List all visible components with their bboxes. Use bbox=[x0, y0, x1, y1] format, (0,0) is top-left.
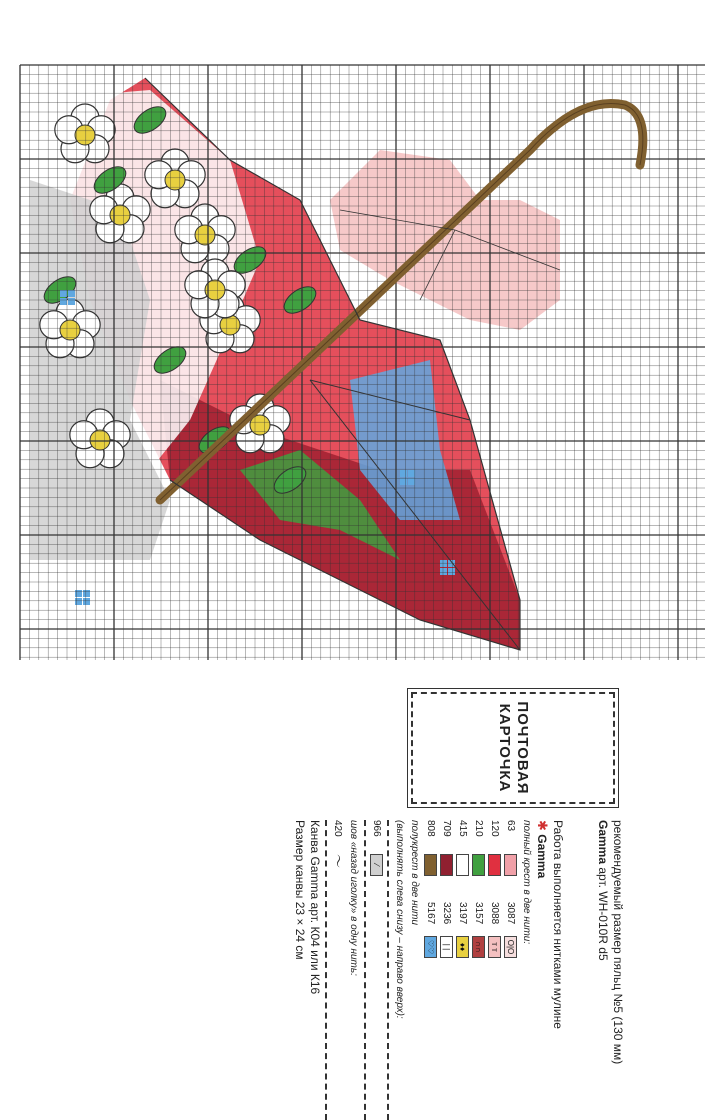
article-prefix: Gamma bbox=[596, 820, 610, 865]
full-cross-keys bbox=[423, 820, 518, 1120]
thread-code: 63 bbox=[505, 820, 516, 832]
postcard-stamp bbox=[411, 692, 615, 804]
thread-code: 210 bbox=[473, 820, 484, 837]
thread-code: 3157 bbox=[473, 902, 484, 925]
backstitch-keys bbox=[330, 820, 345, 1120]
thread-code: 415 bbox=[457, 820, 468, 837]
thread-swatch: О|О bbox=[504, 936, 517, 958]
divider bbox=[364, 820, 366, 1120]
thread-swatch bbox=[488, 854, 501, 876]
thread-swatch: | | bbox=[440, 936, 453, 958]
blue-stitch bbox=[75, 598, 82, 605]
flower-center bbox=[195, 225, 215, 245]
thread-swatch bbox=[504, 854, 517, 876]
backstitch-icon: 〜 bbox=[330, 854, 346, 868]
thread-key-row bbox=[487, 820, 502, 1120]
flower-center bbox=[60, 320, 80, 340]
blue-stitch bbox=[448, 560, 455, 567]
blue-stitch bbox=[68, 298, 75, 305]
blue-stitch bbox=[60, 298, 67, 305]
thread-code: 3087 bbox=[505, 902, 516, 925]
blue-stitch bbox=[400, 478, 407, 485]
canvas-text: Канва Gamma арт. К04 или К16 bbox=[308, 820, 322, 995]
backstitch-key-row bbox=[330, 820, 345, 1120]
blue-stitch bbox=[440, 568, 447, 575]
canvas-size-text: Размер канвы 23 × 24 см bbox=[293, 820, 307, 960]
thread-swatch bbox=[456, 854, 469, 876]
blue-stitch bbox=[408, 470, 415, 477]
thread-code: 3236 bbox=[441, 902, 452, 925]
thread-swatch bbox=[440, 854, 453, 876]
thread-swatch: т т bbox=[488, 936, 501, 958]
thread-key-row bbox=[423, 820, 438, 1120]
thread-code: 120 bbox=[489, 820, 500, 837]
blue-stitch bbox=[440, 560, 447, 567]
thread-code: 966 bbox=[371, 820, 382, 837]
thread-code: 5167 bbox=[425, 902, 436, 925]
divider bbox=[387, 820, 389, 1120]
thread-swatch: ⁄ bbox=[370, 854, 383, 876]
thread-code: 3088 bbox=[489, 902, 500, 925]
blue-stitch bbox=[448, 568, 455, 575]
hoop-info bbox=[595, 820, 625, 1120]
flower-center bbox=[165, 170, 185, 190]
thread-swatch bbox=[424, 854, 437, 876]
blue-stitch bbox=[400, 470, 407, 477]
blue-stitch bbox=[408, 478, 415, 485]
flower-center bbox=[90, 430, 110, 450]
thread-swatch: ♦♦ bbox=[456, 936, 469, 958]
thread-swatch bbox=[472, 854, 485, 876]
legend-rotated bbox=[35, 680, 635, 1065]
gamma-logo-icon: ✱ bbox=[535, 820, 550, 831]
article-text: арт. WH-010R d5 bbox=[596, 867, 610, 961]
blue-stitch bbox=[83, 598, 90, 605]
thread-code: 808 bbox=[425, 820, 436, 837]
flower-center bbox=[75, 125, 95, 145]
thread-code: 3197 bbox=[457, 902, 468, 925]
legend-panel bbox=[35, 680, 635, 1065]
flower-center bbox=[110, 205, 130, 225]
thread-swatch: ♡♡ bbox=[424, 936, 437, 958]
blue-stitch bbox=[83, 590, 90, 597]
full-cross-label: полный крест в две нити: bbox=[521, 820, 532, 945]
brand-text: Gamma bbox=[535, 834, 549, 879]
half-cross-keys bbox=[369, 820, 384, 1120]
half-cross-note: (выполнять слева снизу – направо вверх): bbox=[394, 820, 405, 1019]
blue-stitch bbox=[68, 290, 75, 297]
thread-info bbox=[292, 820, 565, 1120]
thread-swatch: ∩∩ bbox=[472, 936, 485, 958]
thread-key-row bbox=[455, 820, 470, 1120]
thread-key-row bbox=[471, 820, 486, 1120]
blue-stitch bbox=[60, 290, 67, 297]
thread-code: 709 bbox=[441, 820, 452, 837]
thread-key-row bbox=[439, 820, 454, 1120]
half-cross-label: полукрест в две нити bbox=[409, 820, 420, 926]
thread-key-row bbox=[503, 820, 518, 1120]
blue-stitch bbox=[75, 590, 82, 597]
hoop-text: рекомендуемый размер пяльц №5 (130 мм) bbox=[611, 820, 625, 1065]
work-text: Работа выполняется нитками мулине bbox=[551, 820, 565, 1029]
divider bbox=[325, 820, 327, 1120]
postcard-title: ПОЧТОВАЯ КАРТОЧКА bbox=[496, 701, 531, 795]
half-cross-key-row bbox=[369, 820, 384, 1120]
thread-code: 420 bbox=[332, 820, 343, 837]
backstitch-label: шов «назад иголку» в одну нить: bbox=[348, 820, 359, 976]
